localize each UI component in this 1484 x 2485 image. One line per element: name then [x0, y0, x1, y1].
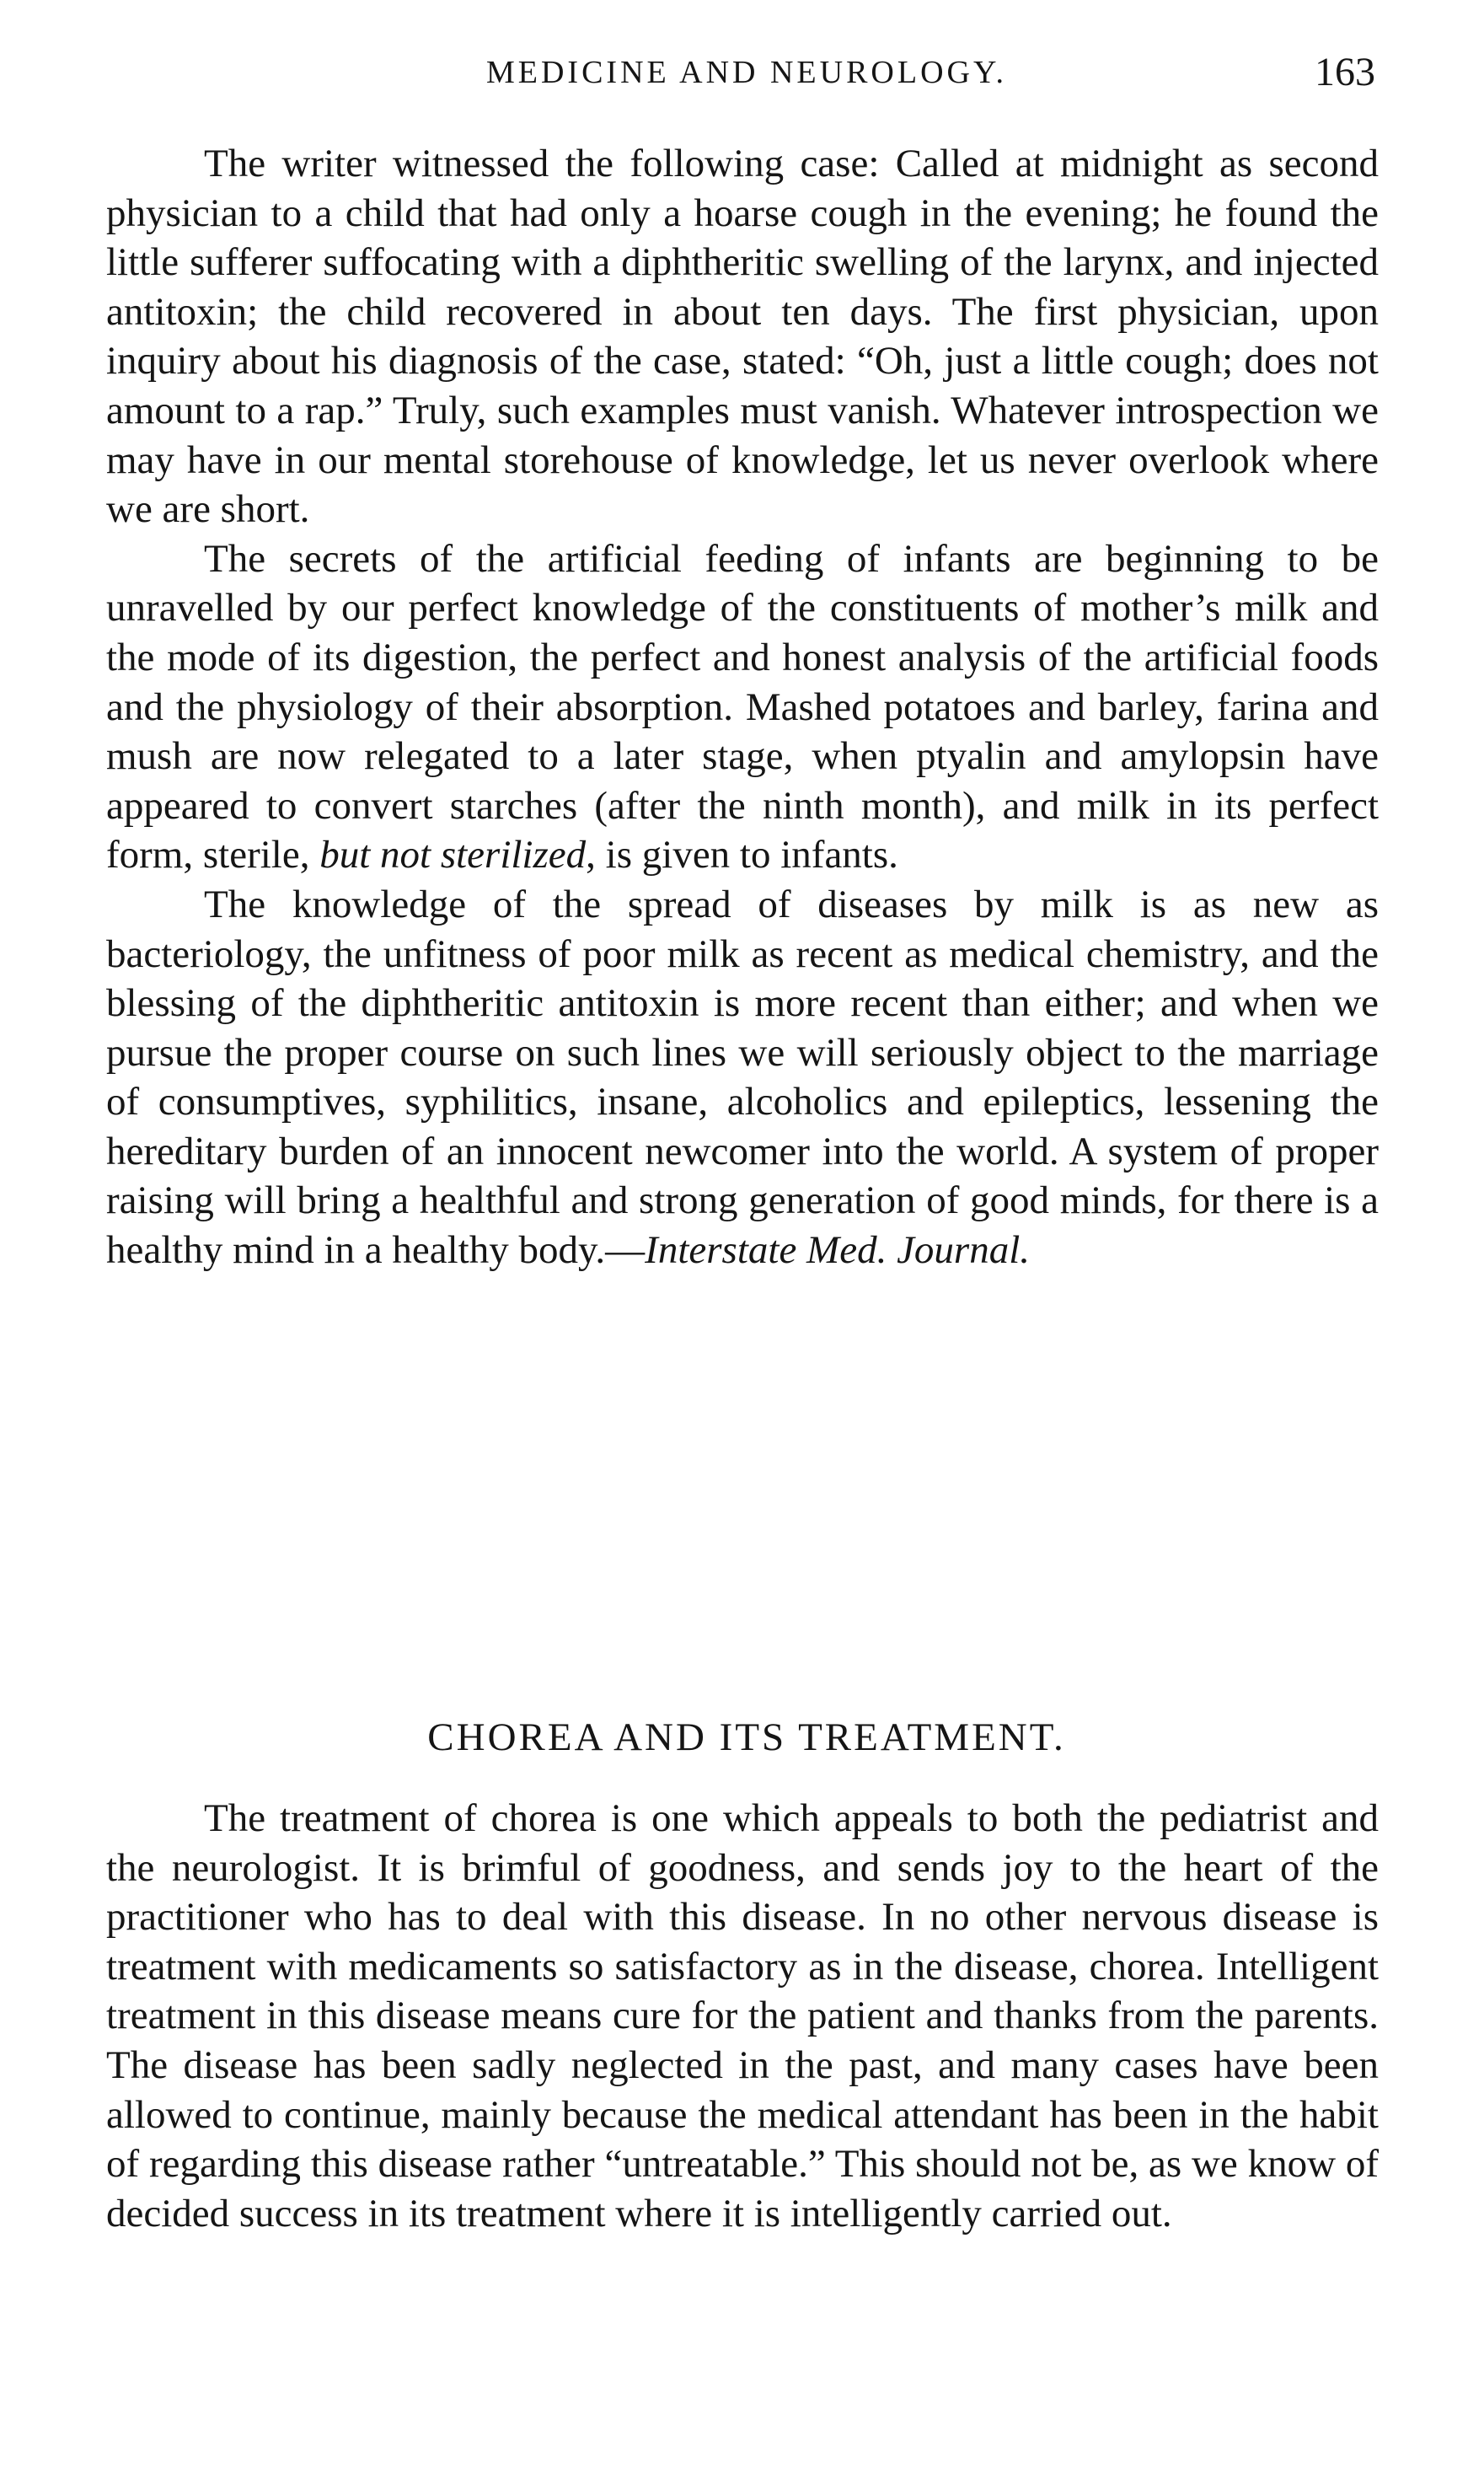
- paragraph-text: , is given to infants.: [586, 833, 898, 878]
- running-head: [106, 49, 1387, 99]
- page-number: 163: [1315, 50, 1375, 94]
- running-title: MEDICINE AND NEUROLOGY.: [485, 55, 1007, 90]
- source-citation: Interstate Med. Journal.: [645, 1228, 1031, 1273]
- paragraph: The writer witnessed the following case: Called at midnight as second physician to a child that had only a hoarse cough in the evening; he found the little sufferer suffocating with a diphtheritic swelling of the larynx, and injected antitoxin; the child recovered in about ten days. The first physician, upon inquiry about his diagnosis of the case, stated: “Oh, just a little cough; does not amount to a rap.” Truly, such examples must vanish. Whatever introspection we may have in our mental storehouse of knowledge, let us never overlook where we are short.: [106, 142, 1379, 532]
- paragraph-text: The secrets of the artificial feeding of infants are beginning to be unravelled by our perfect knowledge of the constituents of mother’s milk and the mode of its digestion, the perfect and honest analysis of the artificial foods and the physiology of their absorption. Mashed potatoes and barley, farina and mush are now relegated to a later stage, when ptyalin and amylopsin have appeared to convert starches (after the ninth month), and milk in its perfect form, sterile,: [106, 536, 1379, 878]
- article-body: [106, 139, 1379, 1275]
- paragraph: [106, 880, 1379, 1275]
- section-body: [106, 1794, 1379, 2238]
- paragraph: [106, 534, 1379, 880]
- emphasis-text: but not sterilized: [319, 833, 587, 878]
- paragraph-text: The knowledge of the spread of diseases by milk is as new as bacteriology, the unfitness of poor milk as recent as medical chemistry, and the blessing of the diphtheritic antitoxin is more recent than either; and when we pursue the proper course on such lines we will seriously object to the marriage of consumptives, syphilitics, insane, alcoholics and epileptics, lessening the hereditary burden of an innocent newcomer into the world. A system of proper raising will bring a healthful and strong generation of good minds, for there is a healthy mind in a healthy body.—: [106, 882, 1379, 1273]
- paragraph: The treatment of chorea is one which appeals to both the pediatrist and the neurologist. It is brimful of goodness, and sends joy to the heart of the practitioner who has to deal with this disease. In no other nervous disease is treatment with medicaments so satisfactory as in the disease, chorea. Intelligent treatment in this disease means cure for the patient and thanks from the parents. The disease has been sadly neglected in the past, and many cases have been allowed to continue, mainly because the medical attendant has been in the habit of regarding this disease rather “untreatable.” This should not be, as we know of decided success in its treatment where it is intelligently carried out.: [106, 1796, 1379, 2235]
- section-heading: CHOREA AND ITS TREATMENT.: [427, 1715, 1066, 1759]
